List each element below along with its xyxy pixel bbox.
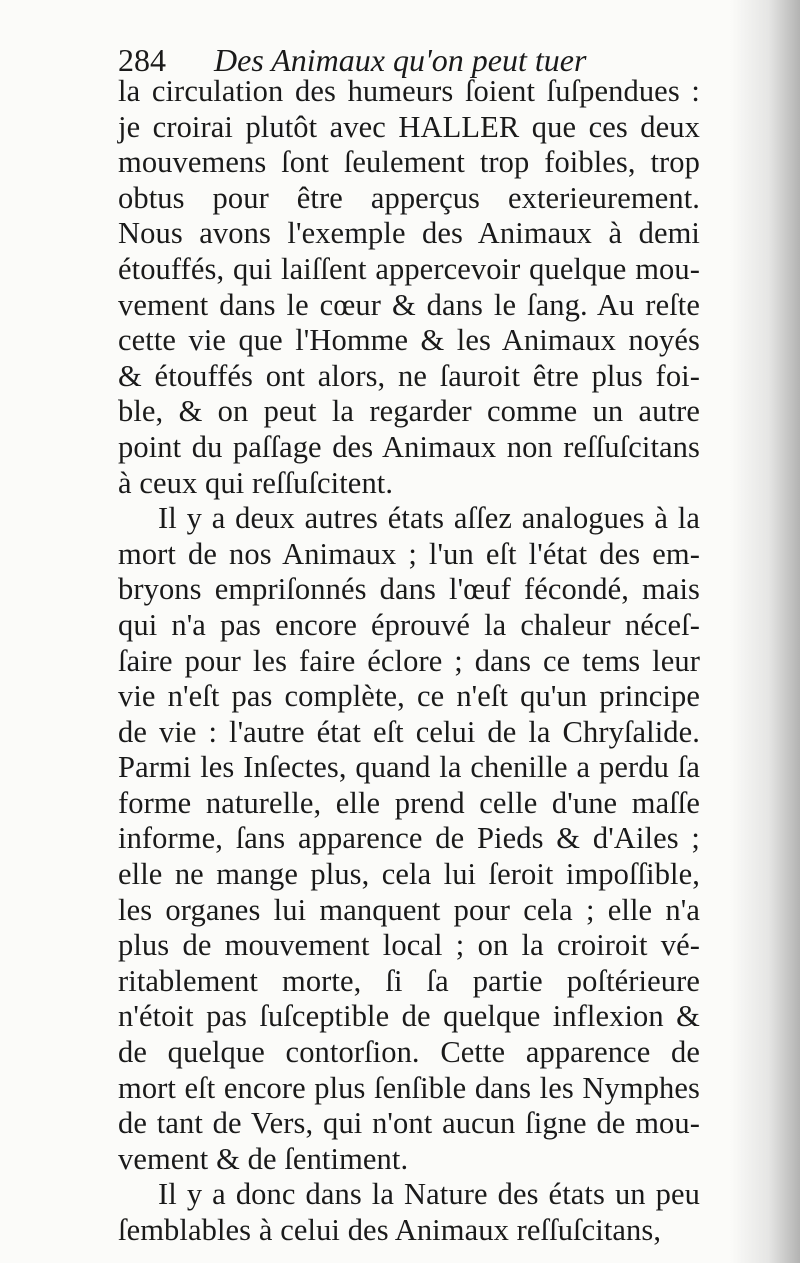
text-line: qui n'a pas encore éprouvé la chaleur néceſ- <box>118 607 700 642</box>
page-gutter-shadow <box>730 0 800 1263</box>
page-number: 284 <box>118 42 166 78</box>
text-line: ritablement morte, ſi ſa partie poſtérieure <box>118 963 700 998</box>
text-line: ble, & on peut la regarder comme un autre <box>118 394 700 429</box>
text-line: mort eſt encore plus ſenſible dans les Nymphes <box>118 1070 700 1105</box>
text-line: ſemblables à celui des Animaux reſſuſcitans, <box>118 1213 662 1247</box>
text-line: obtus pour être apperçus exterieurement. <box>118 180 700 215</box>
text-line: plus de mouvement local ; on la croiroit vé- <box>118 928 700 963</box>
text-line: étouffés, qui laiſſent appercevoir quelque mou- <box>118 251 700 286</box>
text-line: informe, ſans apparence de Pieds & d'Ailes ; <box>118 821 700 856</box>
text-line: les organes lui manquent pour cela ; elle n'a <box>118 892 700 927</box>
text-line: vement dans le cœur & dans le ſang. Au reſte <box>118 287 700 322</box>
paragraph-first-line: Il y a donc dans la Nature des états un peu <box>158 1177 700 1212</box>
text-line: Nous avons l'exemple des Animaux à demi <box>118 216 700 251</box>
text-line: vie n'eſt pas complète, ce n'eſt qu'un principe <box>118 679 700 714</box>
text-line: mouvemens ſont ſeulement trop foibles, trop <box>118 145 700 180</box>
text-line: vement & de ſentiment. <box>118 1141 409 1176</box>
text-line: n'étoit pas ſuſceptible de quelque inflexion & <box>118 999 700 1034</box>
text-line: & étouffés ont alors, ne ſauroit être plus foi- <box>118 358 700 393</box>
text-line: forme naturelle, elle prend celle d'une maſſe <box>118 785 700 820</box>
text-line <box>118 110 700 146</box>
body-text <box>118 74 700 1249</box>
text-line: de vie : l'autre état eſt celui de la Chryſalide. <box>118 714 700 749</box>
text-line: de quelque contorſion. Cette apparence de <box>118 1035 700 1070</box>
running-title: Des Animaux qu'on peut tuer <box>214 42 587 78</box>
text-line: elle ne mange plus, cela lui ſeroit impoſſible, <box>118 857 700 892</box>
text-line: cette vie que l'Homme & les Animaux noyés <box>118 323 700 358</box>
text-line: je croirai plutôt avec HALLER que ces deux <box>118 109 700 144</box>
text-line: mort de nos Animaux ; l'un eſt l'état des em- <box>118 536 700 571</box>
text-line: à ceux qui reſſuſcitent. <box>118 465 394 500</box>
text-line: point du paſſage des Animaux non reſſuſcitans <box>118 429 700 464</box>
paragraph-first-line: Il y a deux autres états aſſez analogues à la <box>158 501 700 536</box>
text-line: la circulation des humeurs ſoient ſuſpendues : <box>118 74 700 108</box>
text-line: de tant de Vers, qui n'ont aucun ſigne de mou- <box>118 1106 700 1141</box>
text-line: ſaire pour les faire éclore ; dans ce tems leur <box>118 643 700 678</box>
text-line: Parmi les Inſectes, quand la chenille a perdu ſa <box>118 750 700 785</box>
text-line: bryons empriſonnés dans l'œuf fécondé, mais <box>118 572 700 607</box>
